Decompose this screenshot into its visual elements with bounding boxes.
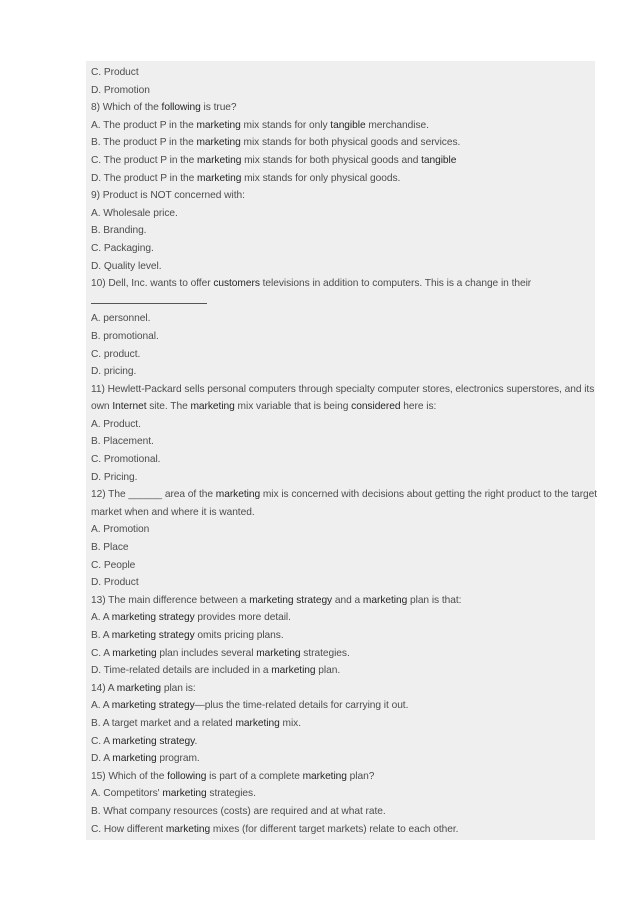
text-line <box>91 64 591 82</box>
text-segment: C. The product P in the <box>91 154 198 166</box>
keyword-link[interactable]: marketing <box>362 594 408 606</box>
text-segment: A. Product. <box>91 418 141 430</box>
keyword-link[interactable]: marketing <box>197 172 242 184</box>
text-line <box>91 574 591 592</box>
keyword-link[interactable]: marketing <box>196 119 241 131</box>
text-segment: 8) Which of the <box>91 102 162 114</box>
text-line <box>91 346 591 364</box>
keyword-link[interactable]: marketing <box>215 489 261 501</box>
keyword-link[interactable]: marketing <box>197 154 242 166</box>
text-line <box>91 99 591 117</box>
text-line <box>91 680 591 698</box>
document-text <box>91 64 598 838</box>
text-segment: plan is that: <box>407 594 462 606</box>
text-line <box>91 803 591 821</box>
text-segment: C. Packaging. <box>91 242 154 254</box>
text-segment: strategies. <box>206 788 256 800</box>
text-segment: D. The product P in the <box>91 172 198 184</box>
keyword-link[interactable]: marketing <box>112 753 157 765</box>
text-segment: C. How different <box>91 823 166 835</box>
text-segment: C. product. <box>91 348 141 360</box>
keyword-link[interactable]: marketing strategy <box>111 630 195 641</box>
text-segment: —plus the time-related details for carrying it out. <box>194 700 409 712</box>
text-segment: 12) The ______ area of the <box>91 489 216 501</box>
text-line <box>91 222 591 240</box>
text-line <box>91 627 591 645</box>
text-segment: D. Promotion <box>91 84 150 96</box>
text-segment: here is: <box>400 401 437 413</box>
text-line <box>91 363 591 381</box>
keyword-link[interactable]: following <box>161 102 201 114</box>
text-segment: omits pricing plans. <box>194 630 284 641</box>
text-segment: B. A target market and a related <box>91 717 236 729</box>
text-line <box>91 715 591 733</box>
text-line <box>91 205 591 223</box>
text-segment: mix stands for only <box>240 119 331 131</box>
text-segment: strategies. <box>300 647 350 659</box>
text-segment: D. pricing. <box>91 366 137 378</box>
text-segment: C. Product <box>91 67 139 78</box>
keyword-link[interactable]: marketing <box>235 717 280 729</box>
text-line <box>91 293 591 311</box>
text-line <box>91 134 591 152</box>
keyword-link[interactable]: marketing <box>271 665 316 677</box>
text-segment: D. A <box>91 753 113 765</box>
keyword-link[interactable]: marketing <box>162 788 207 800</box>
text-segment: C. A <box>91 735 113 747</box>
text-segment: B. A <box>91 630 112 641</box>
text-segment: televisions in addition to computers. This is a change in their <box>259 278 532 290</box>
text-segment: plan is: <box>161 682 196 694</box>
text-segment: 13) The main difference between a <box>91 594 250 606</box>
text-line <box>91 275 591 293</box>
text-segment: mix variable that is being <box>234 401 352 413</box>
text-segment: site. The <box>146 401 191 413</box>
text-line <box>91 187 591 205</box>
text-segment: plan? <box>346 770 375 782</box>
keyword-link[interactable]: considered <box>351 401 401 413</box>
text-line <box>91 170 591 188</box>
text-segment: merchandise. <box>365 119 429 131</box>
answer-blank-line <box>91 293 207 304</box>
text-line <box>91 521 591 539</box>
text-line <box>91 469 591 487</box>
text-segment: C. People <box>91 559 136 571</box>
text-segment: 10) Dell, Inc. wants to offer <box>91 278 214 290</box>
text-line <box>91 328 591 346</box>
text-segment: D. Pricing. <box>91 471 138 483</box>
text-segment: . <box>194 735 198 747</box>
text-line <box>91 609 591 627</box>
text-segment: B. The product P in the <box>91 137 197 149</box>
text-segment: A. Competitors' <box>91 788 163 800</box>
keyword-link[interactable]: marketing <box>302 770 347 782</box>
text-segment: C. A <box>91 647 113 659</box>
keyword-link[interactable]: Internet <box>112 401 147 413</box>
text-segment: mix stands for only physical goods. <box>241 172 401 184</box>
text-line <box>91 381 595 399</box>
keyword-link[interactable]: tangible <box>421 154 457 166</box>
text-segment: 9) Product is NOT concerned with: <box>91 190 245 202</box>
text-line <box>91 152 591 170</box>
text-line <box>91 750 591 768</box>
text-segment: A. A <box>91 700 112 712</box>
text-line <box>91 240 591 258</box>
text-segment: and a <box>332 594 363 606</box>
text-segment: own <box>91 401 113 413</box>
keyword-link[interactable]: marketing strategy <box>111 612 195 624</box>
keyword-link[interactable]: marketing <box>112 647 157 659</box>
text-line <box>91 451 591 469</box>
keyword-link[interactable]: following <box>167 770 207 782</box>
text-line <box>91 310 591 328</box>
text-line <box>91 662 591 680</box>
text-segment: A. The product P in the <box>91 119 197 131</box>
text-line <box>91 645 591 663</box>
text-line <box>91 82 591 100</box>
text-line <box>91 557 591 575</box>
text-segment: A. Wholesale price. <box>91 207 178 219</box>
keyword-link[interactable]: tangible <box>330 119 366 131</box>
text-segment: 15) Which of the <box>91 770 168 782</box>
text-segment: is part of a complete <box>206 770 303 782</box>
text-segment: B. What company resources (costs) are required and at what rate. <box>91 805 386 817</box>
keyword-link[interactable]: marketing strategy <box>111 700 195 712</box>
text-segment: mixes (for different target markets) relate to each other. <box>210 823 459 835</box>
text-line <box>91 768 591 786</box>
text-line <box>91 592 591 610</box>
keyword-link[interactable]: marketing strategy <box>249 594 333 606</box>
keyword-link[interactable]: customers <box>213 278 260 290</box>
text-line <box>91 398 591 416</box>
text-line <box>91 539 591 557</box>
text-line <box>91 733 591 751</box>
text-segment: plan. <box>315 665 341 677</box>
keyword-link[interactable]: marketing <box>190 401 235 413</box>
text-segment: mix stands for both physical goods and <box>241 154 422 166</box>
text-segment: D. Quality level. <box>91 260 162 272</box>
text-segment: provides more detail. <box>194 612 291 624</box>
text-line <box>91 821 591 839</box>
document-page <box>86 61 598 840</box>
text-segment: B. promotional. <box>91 330 159 342</box>
text-segment: 14) A <box>91 682 117 694</box>
text-segment: mix stands for both physical goods and services. <box>240 137 461 149</box>
text-segment: mix is concerned with decisions about getting the right product to the target <box>260 489 598 501</box>
text-segment: program. <box>156 753 200 765</box>
text-line <box>91 416 591 434</box>
keyword-link[interactable]: marketing <box>196 137 241 149</box>
text-segment: B. Branding. <box>91 225 147 237</box>
keyword-link[interactable]: marketing <box>165 823 211 835</box>
text-segment: D. Time-related details are included in a <box>91 665 272 677</box>
text-line <box>91 258 591 276</box>
text-segment: 11) Hewlett-Packard sells personal computers through specialty computer stores, electronics superstores, and its <box>91 383 595 395</box>
keyword-link[interactable]: marketing <box>256 647 301 659</box>
text-segment: A. A <box>91 612 112 624</box>
keyword-link[interactable]: marketing <box>116 682 162 694</box>
text-segment: D. Product <box>91 577 139 589</box>
text-line <box>91 433 591 451</box>
text-segment: B. Placement. <box>91 436 154 448</box>
text-segment: is true? <box>200 102 237 114</box>
text-segment: C. Promotional. <box>91 454 161 466</box>
text-line <box>91 504 591 522</box>
text-segment: A. Promotion <box>91 524 150 536</box>
text-segment: market when and where it is wanted. <box>91 506 255 518</box>
keyword-link[interactable]: marketing strategy <box>112 735 195 747</box>
text-segment: plan includes several <box>156 647 257 659</box>
text-segment: A. personnel. <box>91 313 151 325</box>
text-segment: B. Place <box>91 542 129 554</box>
text-line <box>91 697 591 715</box>
text-line <box>91 785 591 803</box>
text-segment: mix. <box>279 717 302 729</box>
text-line <box>91 117 591 135</box>
text-line <box>91 486 598 504</box>
